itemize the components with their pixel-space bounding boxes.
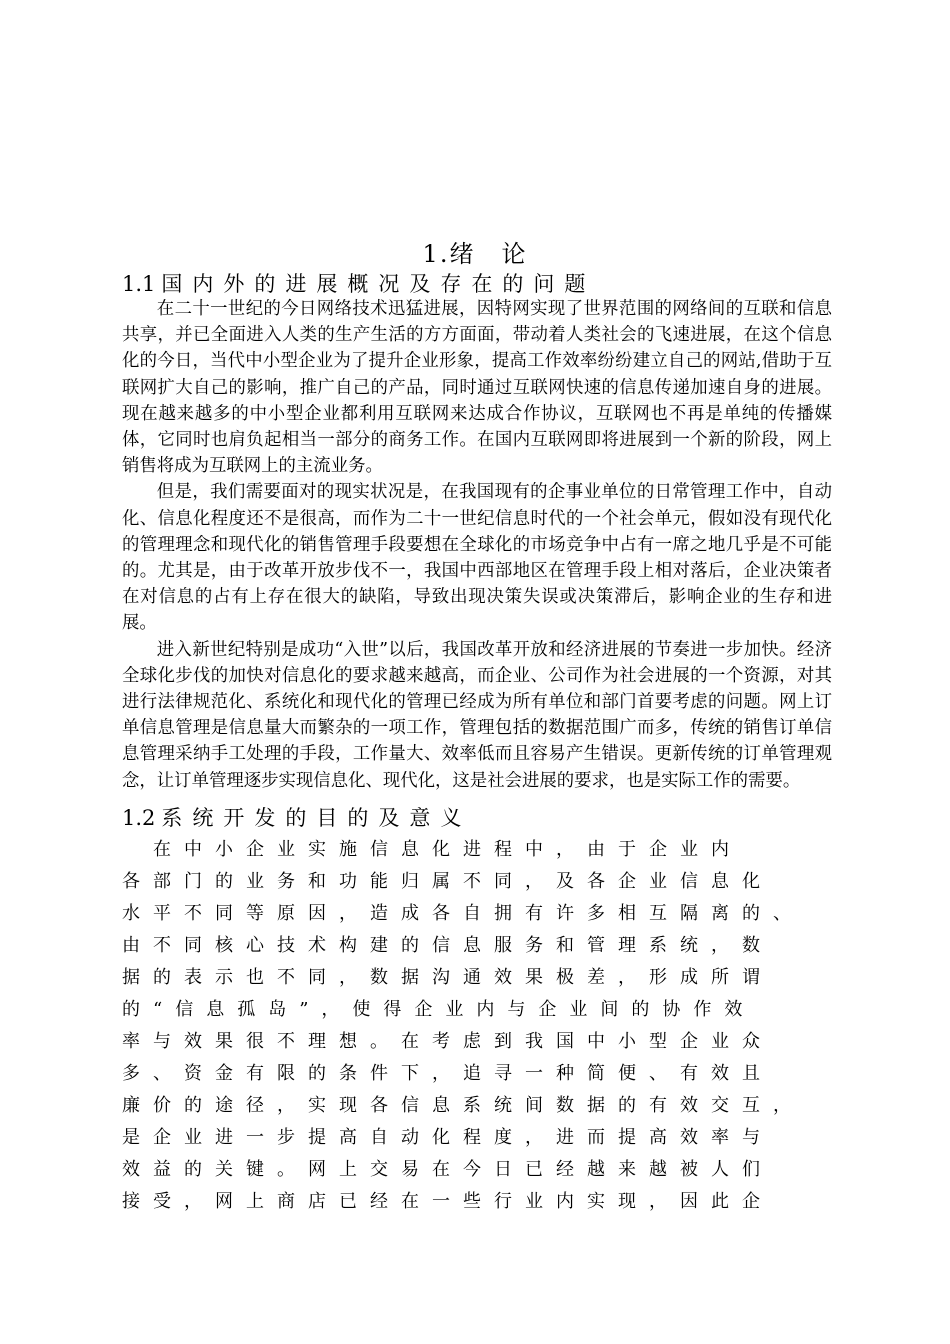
text-line: 在中小企业实施信息化进程中，由于企业内 <box>122 839 742 860</box>
text-line: 接受，网上商店已经在一些行业内实现，因此企 <box>122 1191 773 1212</box>
section-number: 1.2 <box>122 806 156 830</box>
text-line: 由不同核心技术构建的信息服务和管理系统，数 <box>122 935 773 956</box>
text-line: 各部门的业务和功能归属不同，及各企业信息化 <box>122 871 773 892</box>
section-body-1-2 <box>122 834 842 1218</box>
paragraph: 但是，我们需要面对的现实状况是，在我国现有的企事业单位的日常管理工作中，自动化、信息化程度还不是很高，而作为二十一世纪信息时代的一个社会单元，假如没有现代化的管理理念和现代化的销售管理手段要想在全球化的市场竞争中占有一席之地几乎是不可能的。尤其是，由于改革开放步伐不一，我国中西部地区在管理手段上相对落后，企业决策者在对信息的占有上存在很大的缺陷，导致出现决策失误或决策滞后，影响企业的生存和进展。 <box>122 482 832 634</box>
paragraph: 在二十一世纪的今日网络技术迅猛进展，因特网实现了世界范围的网络间的互联和信息共享，并已全面进入人类的生产生活的方方面面，带动着人类社会的飞速进展，在这个信息化的今日，当代中小型企业为了提升企业形象，提高工作效率纷纷建立自己的网站,借助于互联网扩大自己的影响，推广自己的产品，同时通过互联网快速的信息传递加速自身的进展。现在越来越多的中小型企业都利用互联网来达成合作协议，互联网也不再是单纯的传播媒体，它同时也肩负起相当一部分的商务工作。在国内互联网即将进展到一个新的阶段，网上销售将成为互联网上的主流业务。 <box>122 299 832 477</box>
section-title: 系统开发的目的及意义 <box>161 806 472 830</box>
text-line: 的“信息孤岛”，使得企业内与企业间的协作效 <box>122 999 756 1020</box>
paragraph: 进入新世纪特别是成功“入世”以后，我国改革开放和经济进展的节奏进一步加快。经济全球化步伐的加快对信息化的要求越来越高，而企业、公司作为社会进展的一个资源，对其进行法律规范化、系统化和现代化的管理已经成为所有单位和部门首要考虑的问题。网上订单信息管理是信息量大而繁杂的一项工作，管理包括的数据范围广而多，传统的销售订单信息管理采纳手工处理的手段，工作量大、效率低而且容易产生错误。更新传统的订单管理观念，让订单管理逐步实现信息化、现代化，这是社会进展的要求，也是实际工作的需要。 <box>122 639 832 791</box>
section-heading-1-2 <box>122 804 471 832</box>
section-heading-1-1 <box>122 270 595 298</box>
text-line: 多、资金有限的条件下，追寻一种简便、有效且 <box>122 1063 773 1084</box>
section-body-1-1 <box>122 296 832 794</box>
text-line: 率与效果很不理想。在考虑到我国中小型企业众 <box>122 1031 773 1052</box>
text-line: 据的表示也不同，数据沟通效果极差，形成所谓 <box>122 967 773 988</box>
chapter-title: 1.绪 论 <box>422 240 528 268</box>
text-line: 是企业进一步提高自动化程度，进而提高效率与 <box>122 1127 773 1148</box>
section-title: 国内外的进展概况及存在的问题 <box>161 272 596 296</box>
text-line: 廉价的途径，实现各信息系统间数据的有效交互， <box>122 1095 804 1116</box>
text-line: 水平不同等原因，造成各自拥有许多相互隔离的、 <box>122 903 804 924</box>
section-number: 1.1 <box>122 272 156 296</box>
text-line: 效益的关键。网上交易在今日已经越来越被人们 <box>122 1159 773 1180</box>
